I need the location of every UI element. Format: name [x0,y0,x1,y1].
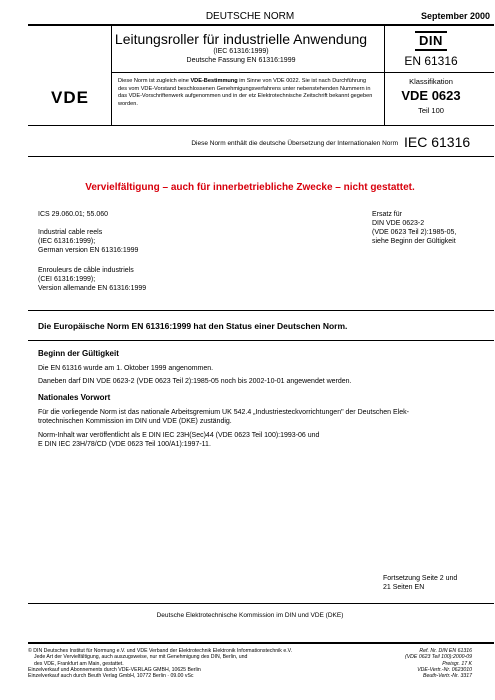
ersatz-line: Ersatz für [372,211,402,218]
section-heading-vorwort: Nationales Vorwort [38,393,111,402]
replacement-info [372,210,490,246]
teil-number: Teil 100 [418,106,444,115]
section-heading-beginn: Beginn der Gültigkeit [38,349,119,358]
title-rule [111,72,494,73]
copyright-notice [28,648,358,679]
ersatz-line: siehe Beginn der Gültigkeit [372,238,456,245]
status-top-rule [28,310,494,311]
copyright-line: des VDE, Frankfurt am Main, gestattet. [34,660,124,667]
kommission-name: Deutsche Elektrotechnische Kommission im DIN und VDE (DKE) [156,612,344,619]
reference-line: (VDE 0623 Teil 100):2000-09 [404,654,472,661]
intro-rule [28,156,494,157]
copy-warning: Vervielfältigung – auch für innerbetriebliche Zwecke – nicht gestattet. [85,182,415,193]
vorwort-paragraph-2 [38,431,478,449]
document-title: Leitungsroller für industrielle Anwendung [114,31,368,47]
status-statement: Die Europäische Norm EN 61316:1999 hat den Status einer Deutschen Norm. [38,321,348,331]
vde-statement [118,78,374,108]
norm-type: DEUTSCHE NORM [205,11,295,22]
vde-statement-pre: Diese Norm ist zugleich eine [118,78,191,84]
ersatz-line: DIN VDE 0623-2 [372,220,425,227]
vorwort-paragraph-1 [38,408,478,426]
intro-text: Diese Norm enthält die deutsche Übersetzung der Internationalen Norm [191,140,398,147]
kommission-top-rule [28,603,494,604]
intro-iec-number: IEC 61316 [404,134,471,150]
klassifikation-label: Klassifikation [409,77,453,86]
reference-line: Preisgr. 17 K [442,660,472,667]
english-title [38,228,258,255]
reference-line: Ref. Nr. DIN EN 61316 [419,648,472,654]
iec-reference: (IEC 61316:1999) [213,48,269,55]
copyright-line: © DIN Deutsches Institut für Normung e.V. und VDE Verband der Elektrotechnik Elektronik Informationstechnik e.V. [28,648,293,654]
copyright-line: Einzelverkauf und Abonnements durch VDE-VERLAG GMBH, 10625 Berlin [28,666,201,673]
top-rule [28,24,494,26]
continuation-line: Fortsetzung Seite 2 und [383,575,458,582]
reference-numbers [360,648,472,679]
vorwort-line: E DIN IEC 23H/78/CD (VDE 0623 Teil 100/A1):1997-11. [38,441,211,448]
vde-statement-bold: VDE-Bestimmung [190,78,238,84]
vde-logo: VDE [51,88,89,107]
header-bottom-rule [28,125,494,126]
beginn-paragraph-1: Die EN 61316 wurde am 1. Oktober 1999 angenommen. [38,365,214,372]
reference-line: Beuth-Vertr.-Nr. 3317 [422,673,472,680]
vde-statement-post: im Sinne von VDE 0022. Sie ist nach Durchführung des vom VDE-Vorstand beschlossenen Genehmigungsverfahrens unter nebenstehenden Nummern in das VDE-Vorschriftenwerk aufgenommen und in der etz Elektrotechnische Zeitschrift bekannt gegeben worden. [118,78,373,107]
continuation-note [383,574,493,592]
ersatz-line: (VDE 0623 Teil 2):1985-05, [372,229,457,236]
english-line: (IEC 61316:1999); [38,238,96,245]
german-version: Deutsche Fassung EN 61316:1999 [186,57,296,64]
publication-date: September 2000 [420,11,490,21]
footer-top-rule [28,642,494,644]
english-line: Industrial cable reels [38,229,103,236]
french-line: (CEI 61316:1999); [38,276,96,283]
din-logo: DIN [415,31,447,51]
french-line: Enrouleurs de câble industriels [38,267,134,274]
vorwort-line: trotechnischen Kommission im DIN und VDE (DKE) zuständig. [38,418,232,425]
status-bottom-rule [28,340,494,341]
french-line: Version allemande EN 61316:1999 [38,285,147,292]
beginn-paragraph-2: Daneben darf DIN VDE 0623-2 (VDE 0623 Teil 2):1985-05 noch bis 2002-10-01 angewendet werden. [38,378,352,385]
continuation-line: 21 Seiten EN [383,584,425,591]
reference-line: VDE-Vertr.-Nr. 0623010 [417,666,472,673]
vorwort-line: Für die vorliegende Norm ist das nationale Arbeitsgremium UK 542.4 „Industriesteckvorrichtungen" der Deutschen Elek- [38,409,409,416]
copyright-line: Jede Art der Vervielfältigung, auch auszugsweise, nur mit Genehmigung des DIN, Berlin, und [34,654,248,661]
english-line: German version EN 61316:1999 [38,247,139,254]
vorwort-line: Norm-Inhalt war veröffentlicht als E DIN IEC 23H(Sec)44 (VDE 0623 Teil 100):1993-06 und [38,432,320,439]
en-number: EN 61316 [404,54,458,68]
french-title [38,266,258,293]
copyright-line: Einzelverkauf auch durch Beuth Verlag GmbH, 10772 Berlin · 09.00 vSc [28,673,194,680]
vde-number: VDE 0623 [401,88,461,103]
ics-codes: ICS 29.060.01; 55.060 [38,211,109,218]
